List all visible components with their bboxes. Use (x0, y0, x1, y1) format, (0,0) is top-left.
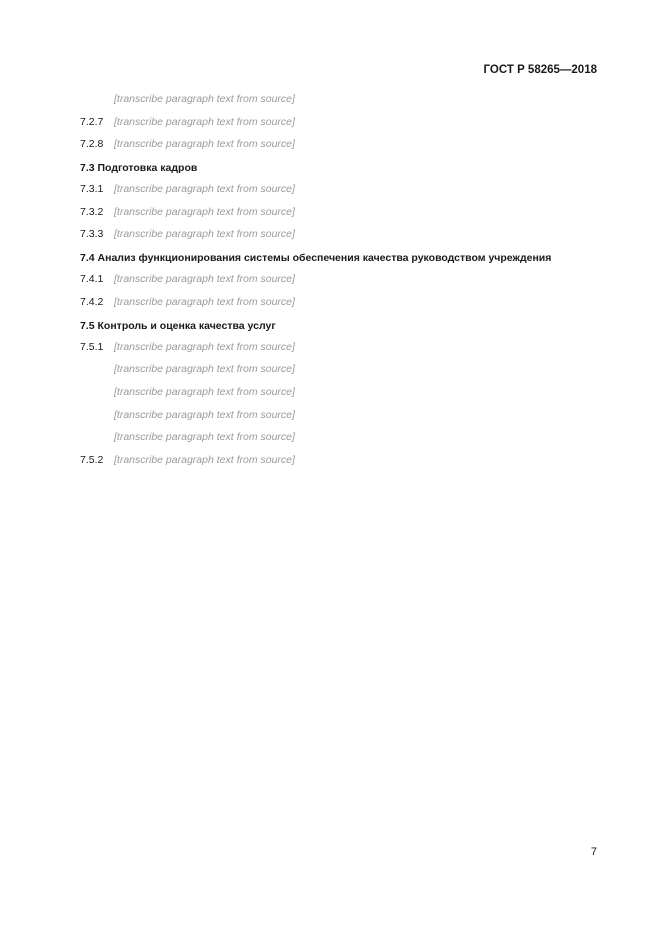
paragraph (64, 295, 597, 310)
paragraph (64, 115, 597, 130)
paragraph-number: 7.3.1 (80, 183, 104, 196)
paragraph-number: 7.4.2 (80, 295, 104, 308)
paragraph-text-placeholder: [transcribe paragraph text from source] (114, 295, 295, 308)
paragraphs-before-7-3 (64, 92, 597, 152)
paragraph (64, 453, 597, 468)
section-7-4-body (64, 272, 597, 309)
paragraph (64, 272, 597, 287)
paragraph-text-placeholder: [transcribe paragraph text from source] (114, 363, 295, 376)
section-7-5-body (64, 340, 597, 468)
paragraph-number: 7.2.7 (80, 115, 104, 128)
paragraph (64, 92, 597, 107)
paragraph (64, 182, 597, 197)
paragraph-text-placeholder: [transcribe paragraph text from source] (114, 138, 295, 151)
page-number: 7 (590, 846, 597, 858)
paragraph (64, 362, 597, 377)
section-7-5-title: 7.5 Контроль и оценка качества услуг (80, 319, 276, 332)
paragraph (64, 408, 597, 423)
paragraph (64, 205, 597, 220)
paragraph-text-placeholder: [transcribe paragraph text from source] (114, 408, 295, 421)
paragraph-text-placeholder: [transcribe paragraph text from source] (114, 431, 295, 444)
paragraph-text-placeholder: [transcribe paragraph text from source] (114, 93, 295, 105)
standard-id-header: ГОСТ Р 58265—2018 (483, 64, 597, 76)
paragraph-text-placeholder: [transcribe paragraph text from source] (114, 385, 295, 398)
paragraph-number: 7.3.3 (80, 228, 104, 241)
paragraph-text-placeholder: [transcribe paragraph text from source] (114, 453, 295, 466)
paragraph-number: 7.5.1 (80, 340, 104, 353)
paragraph-number: 7.2.8 (80, 138, 104, 151)
paragraph-text-placeholder: [transcribe paragraph text from source] (114, 340, 295, 353)
paragraph-text-placeholder: [transcribe paragraph text from source] (114, 205, 295, 218)
paragraph (64, 137, 597, 152)
paragraph (64, 227, 597, 242)
paragraph-number: 7.4.1 (80, 273, 104, 286)
section-7-3-title: 7.3 Подготовка кадров (80, 162, 198, 175)
paragraph-text-placeholder: [transcribe paragraph text from source] (114, 228, 295, 241)
paragraph-number: 7.5.2 (80, 453, 104, 466)
section-7-3-body (64, 182, 597, 242)
paragraph-text-placeholder: [transcribe paragraph text from source] (114, 183, 295, 196)
paragraph (64, 340, 597, 355)
paragraph (64, 385, 597, 400)
paragraph (64, 430, 597, 445)
paragraph-number: 7.3.2 (80, 205, 104, 218)
section-7-4-title: 7.4 Анализ функционирования системы обеспечения качества руководством учреждения (80, 252, 552, 265)
document-body (64, 92, 597, 476)
paragraph-text-placeholder: [transcribe paragraph text from source] (114, 273, 295, 286)
paragraph-text-placeholder: [transcribe paragraph text from source] (114, 115, 295, 128)
